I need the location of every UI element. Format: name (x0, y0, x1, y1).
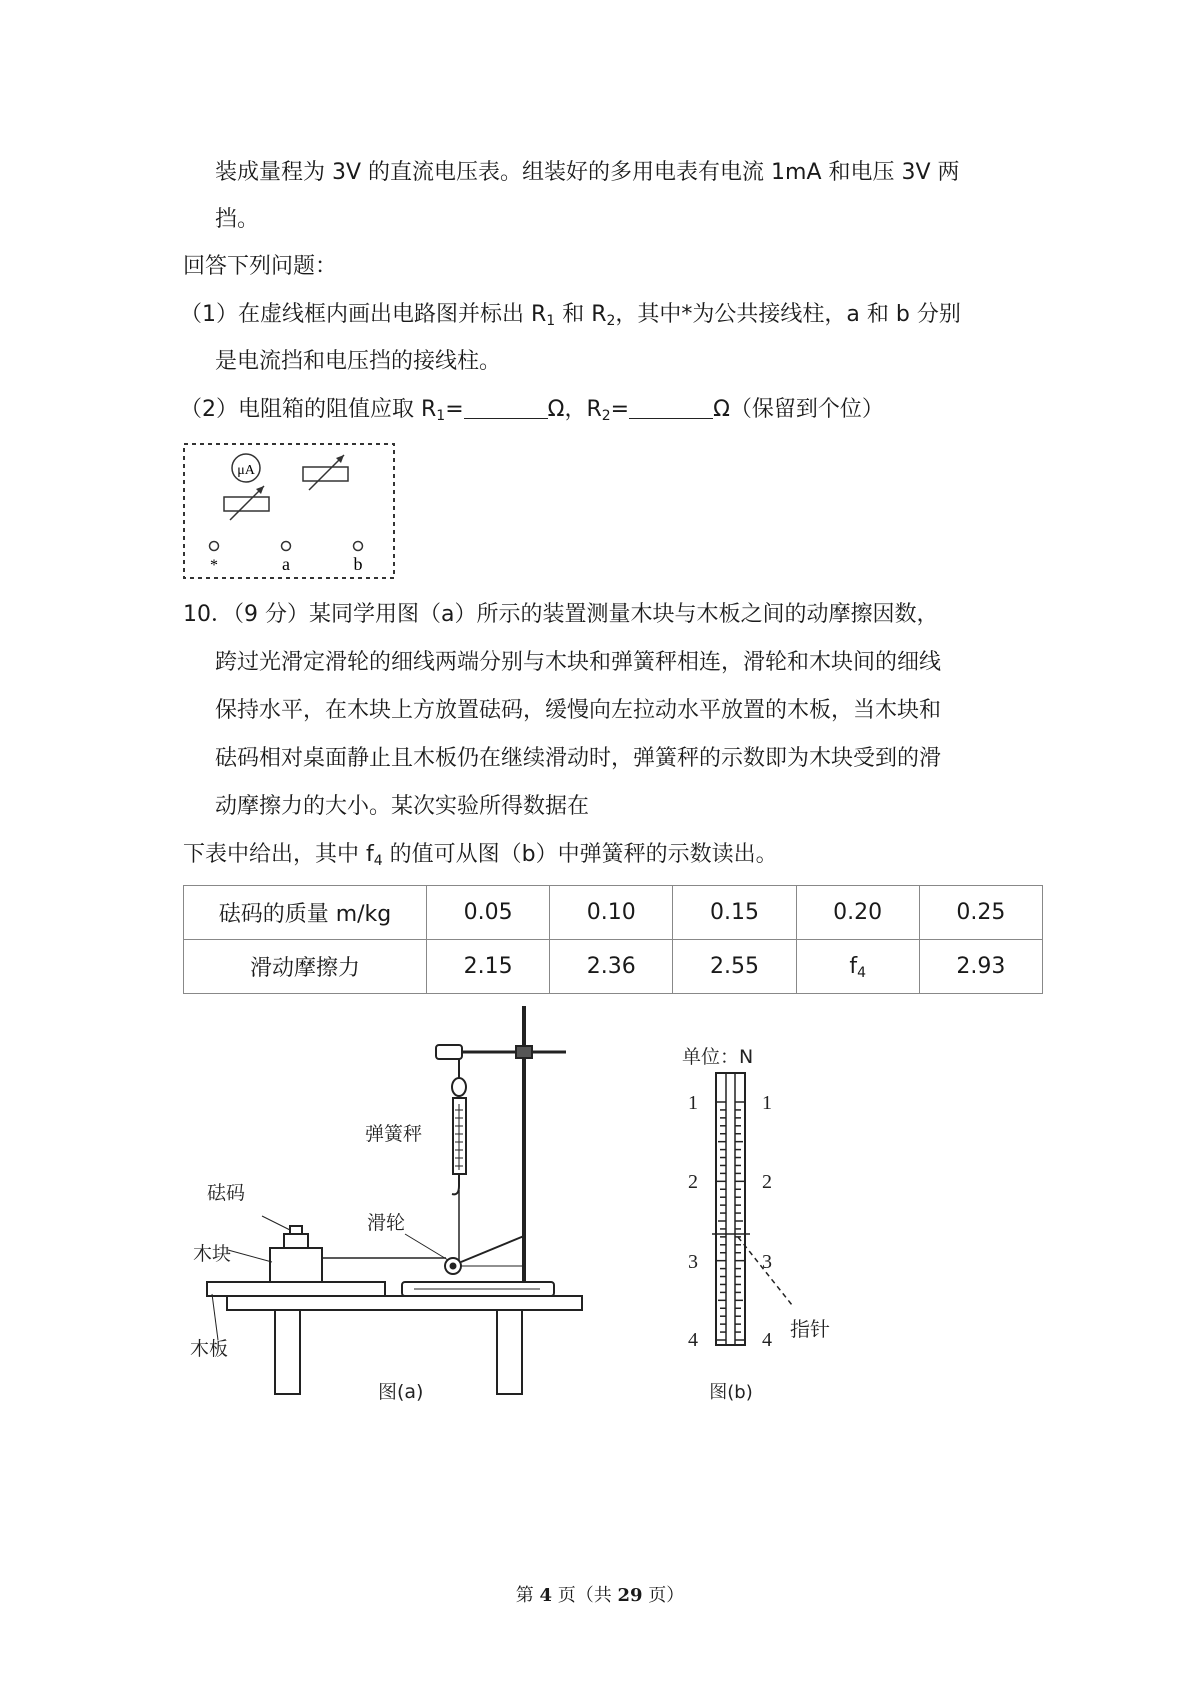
label-block: 木块 (193, 1243, 232, 1265)
table-cell: 2.55 (673, 940, 796, 994)
clamp-knot (516, 1046, 532, 1058)
tick-label-left: 1 (688, 1092, 698, 1114)
terminal-a-label: a (282, 554, 290, 574)
terminal-b-icon (354, 542, 363, 551)
figure-a (207, 1006, 582, 1394)
tick-label-right: 2 (762, 1171, 772, 1193)
page-footer: 第 4 页（共 29 页） (515, 1585, 685, 1606)
tick-label-right: 4 (762, 1329, 772, 1351)
weight (284, 1234, 308, 1248)
table-cell: $f_4$ (796, 940, 919, 994)
text-line: 动摩擦力的大小。某次实验所得数据在 (215, 794, 590, 819)
leader-line (212, 1294, 218, 1340)
leader-line (405, 1234, 448, 1260)
scale-b-ticks (716, 1102, 745, 1340)
label-pulley: 滑轮 (367, 1212, 406, 1234)
caption-a: 图(a) (378, 1381, 424, 1403)
leader-line (228, 1250, 272, 1262)
label-board: 木板 (190, 1338, 229, 1360)
tick-label-left: 3 (688, 1251, 698, 1273)
table-leg (497, 1310, 522, 1394)
table-cell: 0.10 (550, 886, 673, 940)
text-line: 下表中给出，其中 $f_4$ 的值可从图（b）中弹簧秤的示数读出。 (183, 842, 778, 869)
label-weight: 砝码 (207, 1182, 246, 1204)
text-line: 回答下列问题： (183, 254, 338, 279)
clamp-head (436, 1045, 462, 1059)
terminal-a-icon (282, 542, 291, 551)
circuit-diagram (184, 444, 394, 578)
tick-label-left: 4 (688, 1329, 698, 1351)
scale-frame (716, 1073, 745, 1345)
text-line: 挡。 (215, 207, 260, 232)
page-number: 4 (539, 1585, 552, 1606)
pulley-support (461, 1236, 524, 1262)
wooden-board (207, 1282, 385, 1296)
text-line: 砝码相对桌面静止且木板仍在继续滑动时，弹簧秤的示数即为木块受到的滑 (215, 746, 942, 771)
tick-label-right: 3 (762, 1251, 772, 1273)
figure-b (682, 1046, 830, 1403)
text-line: 保持水平，在木块上方放置砝码，缓慢向左拉动水平放置的木板，当木块和 (215, 698, 942, 723)
terminal-common-icon (210, 542, 219, 551)
problem-10-line: 10．（9 分）某同学用图（a）所示的装置测量木块与木板之间的动摩擦因数， (183, 602, 939, 627)
tick-label-right: 1 (762, 1092, 772, 1114)
table-cell: 2.93 (919, 940, 1042, 994)
text-line: 跨过光滑定滑轮的细线两端分别与木块和弹簧秤相连，滑轮和木块间的细线 (215, 650, 942, 675)
table-cell: 2.15 (427, 940, 550, 994)
text-line: 装成量程为 3V 的直流电压表。组装好的多用电表有电流 1mA 和电压 3V 两 (215, 160, 960, 185)
table-leg (275, 1310, 300, 1394)
leader-line (262, 1216, 290, 1230)
tick-label-left: 2 (688, 1171, 698, 1193)
scale-hook-icon (452, 1174, 459, 1194)
text-line: 是电流挡和电压挡的接线柱。 (215, 349, 502, 374)
caption-b: 图(b) (709, 1382, 753, 1403)
table-header: 砝码的质量 m/kg (184, 886, 427, 940)
unit-label: 单位：N (682, 1046, 754, 1068)
table-top (227, 1296, 582, 1310)
label-spring-scale: 弹簧秤 (365, 1123, 423, 1145)
table-cell: 2.36 (550, 940, 673, 994)
table-cell: 0.15 (673, 886, 796, 940)
terminal-common-label: * (210, 557, 218, 574)
question-1: （1）在虚线框内画出电路图并标出 $R_1$ 和 $R_2$，其中*为公共接线柱，a 和 b 分别 (180, 302, 961, 329)
table-cell: 0.25 (919, 886, 1042, 940)
wooden-block (270, 1248, 322, 1282)
pointer-label: 指针 (790, 1317, 830, 1341)
table-cell: 0.20 (796, 886, 919, 940)
table-header: 滑动摩擦力 (184, 940, 427, 994)
pulley-axle (451, 1264, 456, 1269)
page-total: 29 (617, 1585, 643, 1606)
meter-label: μA (237, 463, 255, 478)
weight-knob (290, 1226, 302, 1234)
scale-ring (452, 1078, 466, 1096)
table-cell: 0.05 (427, 886, 550, 940)
terminal-b-label: b (353, 554, 363, 574)
question-2: （2）电阻箱的阻值应取 $R_1= \Omega$，$R_2= \Omega$（保留到个位） (180, 397, 884, 424)
